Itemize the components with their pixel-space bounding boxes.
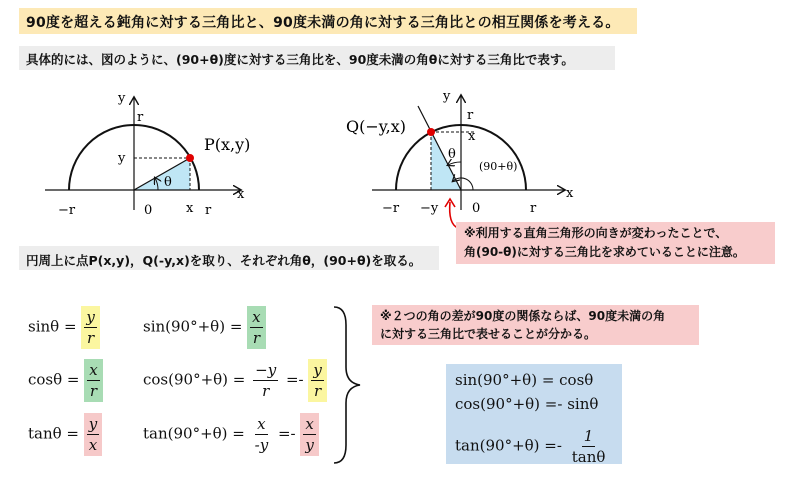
note1-line1: ※利用する直角三角形の向きが変わったことで、: [464, 226, 728, 240]
tan90-num2: x: [305, 415, 314, 433]
right-label-neg-y: −y: [420, 201, 439, 216]
point-description: 円周上に点P(x,y)，Q(-y,x)を取り、それぞれ角θ，(90+θ)を取る。: [26, 253, 422, 268]
note-ninety-relation: [372, 305, 699, 345]
right-label-x-tick: x: [468, 129, 476, 144]
sin-90-formula: [143, 306, 266, 349]
note-triangle-orientation: [456, 222, 775, 264]
tan-fraction: [84, 413, 102, 456]
left-label-point: P(x,y): [204, 135, 251, 154]
tan-den: x: [88, 436, 98, 454]
tan90-den: -y: [254, 436, 269, 454]
page-subtitle: 具体的には、図のように、(90+θ)度に対する三角比を、90度未満の角θに対する三角比で表す。: [26, 52, 574, 67]
cos-fraction: [84, 359, 102, 402]
left-label-r-top: r: [137, 110, 144, 125]
tan90-num: x: [257, 415, 266, 433]
summary-tan-fraction: [567, 425, 611, 468]
sin90-den: r: [252, 329, 260, 347]
note2-line1: ※２つの角の差が90度の関係ならば、90度未満の角: [380, 309, 666, 323]
tan-lhs: tanθ =: [28, 424, 79, 443]
tan-theta-formula: [28, 413, 102, 456]
tan90-fraction2: [300, 413, 318, 456]
right-label-r-right: r: [530, 201, 537, 216]
summary-cos: cos(90°+θ) =- sinθ: [455, 395, 599, 413]
summary-tan-lhs: tan(90°+θ) =-: [455, 436, 562, 455]
sin90-num: x: [252, 308, 261, 326]
right-label-zero: 0: [472, 201, 481, 216]
cos-theta-formula: [28, 359, 103, 402]
right-label-y: y: [443, 89, 451, 104]
right-label-r-top: r: [467, 108, 474, 123]
note1-line2: 角(90-θ)に対する三角比を求めていることに注意。: [464, 245, 745, 259]
summary-tan: [455, 425, 610, 468]
sin-theta-formula: [28, 306, 100, 349]
tan90-eq: =-: [277, 424, 296, 443]
tan90-lhs: tan(90°+θ) =: [143, 424, 245, 443]
sin-lhs: sinθ =: [28, 317, 77, 336]
point-p: [186, 154, 194, 162]
left-label-r-right: r: [205, 203, 212, 218]
sin-num: y: [86, 308, 95, 326]
cos90-num2: y: [313, 361, 322, 379]
cos90-num: −y: [255, 361, 277, 379]
cos90-fraction2: [308, 359, 326, 402]
cos90-den: r: [262, 382, 270, 400]
curly-brace: [330, 305, 366, 465]
cos90-fraction: [250, 359, 281, 402]
cos-90-formula: [143, 359, 327, 402]
right-label-angle2: (90+θ): [479, 160, 518, 173]
tan-90-formula: [143, 413, 319, 456]
right-label-x: x: [566, 186, 574, 201]
tan90-den2: y: [305, 436, 314, 454]
point-q: [427, 128, 435, 136]
sin-den: r: [86, 329, 95, 347]
summary-sin: sin(90°+θ) = cosθ: [455, 371, 594, 389]
cos-lhs: cosθ =: [28, 370, 80, 389]
right-label-neg-r: −r: [382, 201, 400, 216]
left-label-zero: 0: [144, 203, 153, 218]
right-label-theta: θ: [448, 147, 456, 162]
right-label-point: Q(−y,x): [346, 117, 407, 136]
cos-num: x: [89, 361, 98, 379]
left-label-theta: θ: [164, 175, 172, 190]
tan-num: y: [88, 415, 98, 433]
left-label-y: y: [118, 91, 126, 106]
summary-tan-den: tanθ: [571, 448, 606, 466]
summary-tan-num: 1: [583, 427, 594, 445]
sin90-fraction: [247, 306, 265, 349]
sin-fraction: [81, 306, 99, 349]
cos90-lhs: cos(90°+θ) =: [143, 370, 246, 389]
left-label-y-tick: y: [118, 151, 126, 166]
left-label-x: x: [237, 187, 245, 202]
left-label-x-tick: x: [186, 201, 194, 216]
left-unit-circle-figure: [40, 90, 260, 222]
page-title: 90度を超える鈍角に対する三角比と、90度未満の角に対する三角比との相互関係を考える。: [26, 15, 620, 31]
sin90-lhs: sin(90°+θ) =: [143, 317, 243, 336]
left-label-neg-r: −r: [58, 203, 76, 218]
cos90-den2: r: [314, 382, 322, 400]
cos90-eq: =-: [285, 370, 304, 389]
tan90-fraction: [250, 413, 274, 456]
note2-line2: に対する三角比で表せることが分かる。: [380, 327, 597, 341]
cos-den: r: [89, 382, 98, 400]
